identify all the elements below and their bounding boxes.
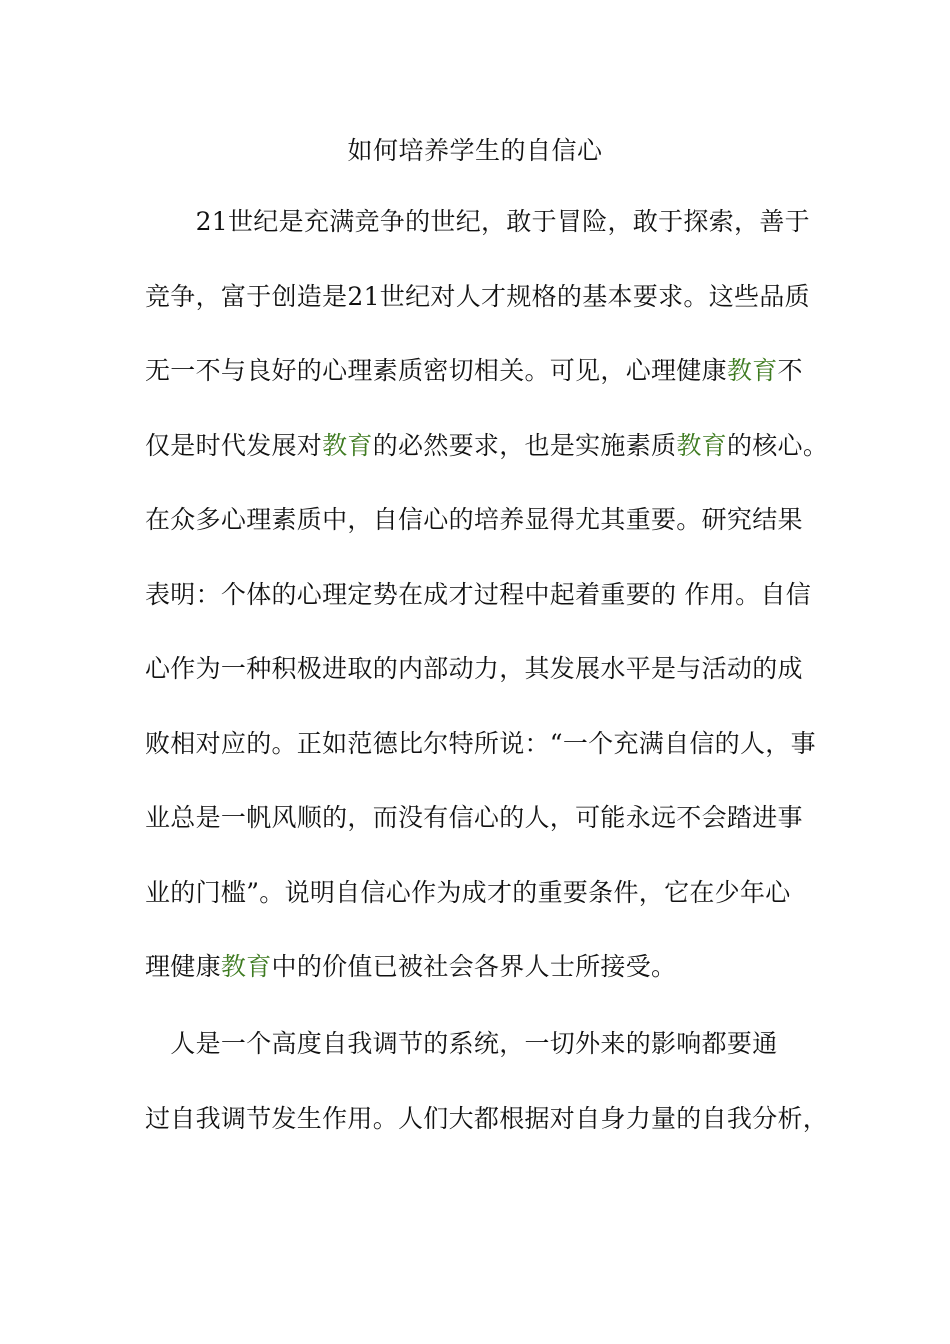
paragraph-line: 业总是一帆风顺的，而没有信心的人，可能永远不会踏进事 [145, 803, 803, 832]
paragraph-line: 仅是时代发展对教育的必然要求，也是实施素质教育的核心。 [145, 430, 829, 460]
education-keyword-link[interactable]: 教育 [726, 356, 778, 385]
paragraph-line: 败相对应的。正如范德比尔特所说：“一个充满自信的人，事 [145, 728, 816, 758]
paragraph-line: 在众多心理素质中，自信心的培养显得尤其重要。研究结果 [145, 505, 803, 534]
paragraph-line: 无一不与良好的心理素质密切相关。可见，心理健康教育不 [145, 356, 803, 385]
education-keyword-link[interactable]: 教育 [322, 430, 373, 460]
document-title: 如何培养学生的自信心 [347, 136, 603, 165]
paragraph-line: 业的门槛”。说明自信心作为成才的重要条件，它在少年心 [145, 877, 791, 907]
paragraph-line: 21世纪是充满竞争的世纪，敢于冒险，敢于探索，善于 [145, 207, 810, 236]
paragraph-line: 表明：个体的心理定势在成才过程中起着重要的 作用。自信 [145, 579, 812, 609]
paragraph-1 [145, 200, 829, 1020]
education-keyword-link[interactable]: 教育 [676, 430, 727, 460]
paragraph-line: 竞争，富于创造是21世纪对人才规格的基本要求。这些品质 [145, 281, 810, 311]
paragraph-line: 人是一个高度自我调节的系统，一切外来的影响都要通 [145, 1029, 778, 1058]
paragraph-line: 心作为一种积极进取的内部动力，其发展水平是与活动的成 [145, 654, 803, 683]
paragraph-line: 理健康教育中的价值已被社会各界人士所接受。 [145, 952, 677, 981]
education-keyword-link[interactable]: 教育 [220, 952, 272, 981]
paragraph-line: 过自我调节发生作用。人们大都根据对自身力量的自我分析， [145, 1104, 829, 1133]
paragraph-2 [145, 1022, 829, 1172]
